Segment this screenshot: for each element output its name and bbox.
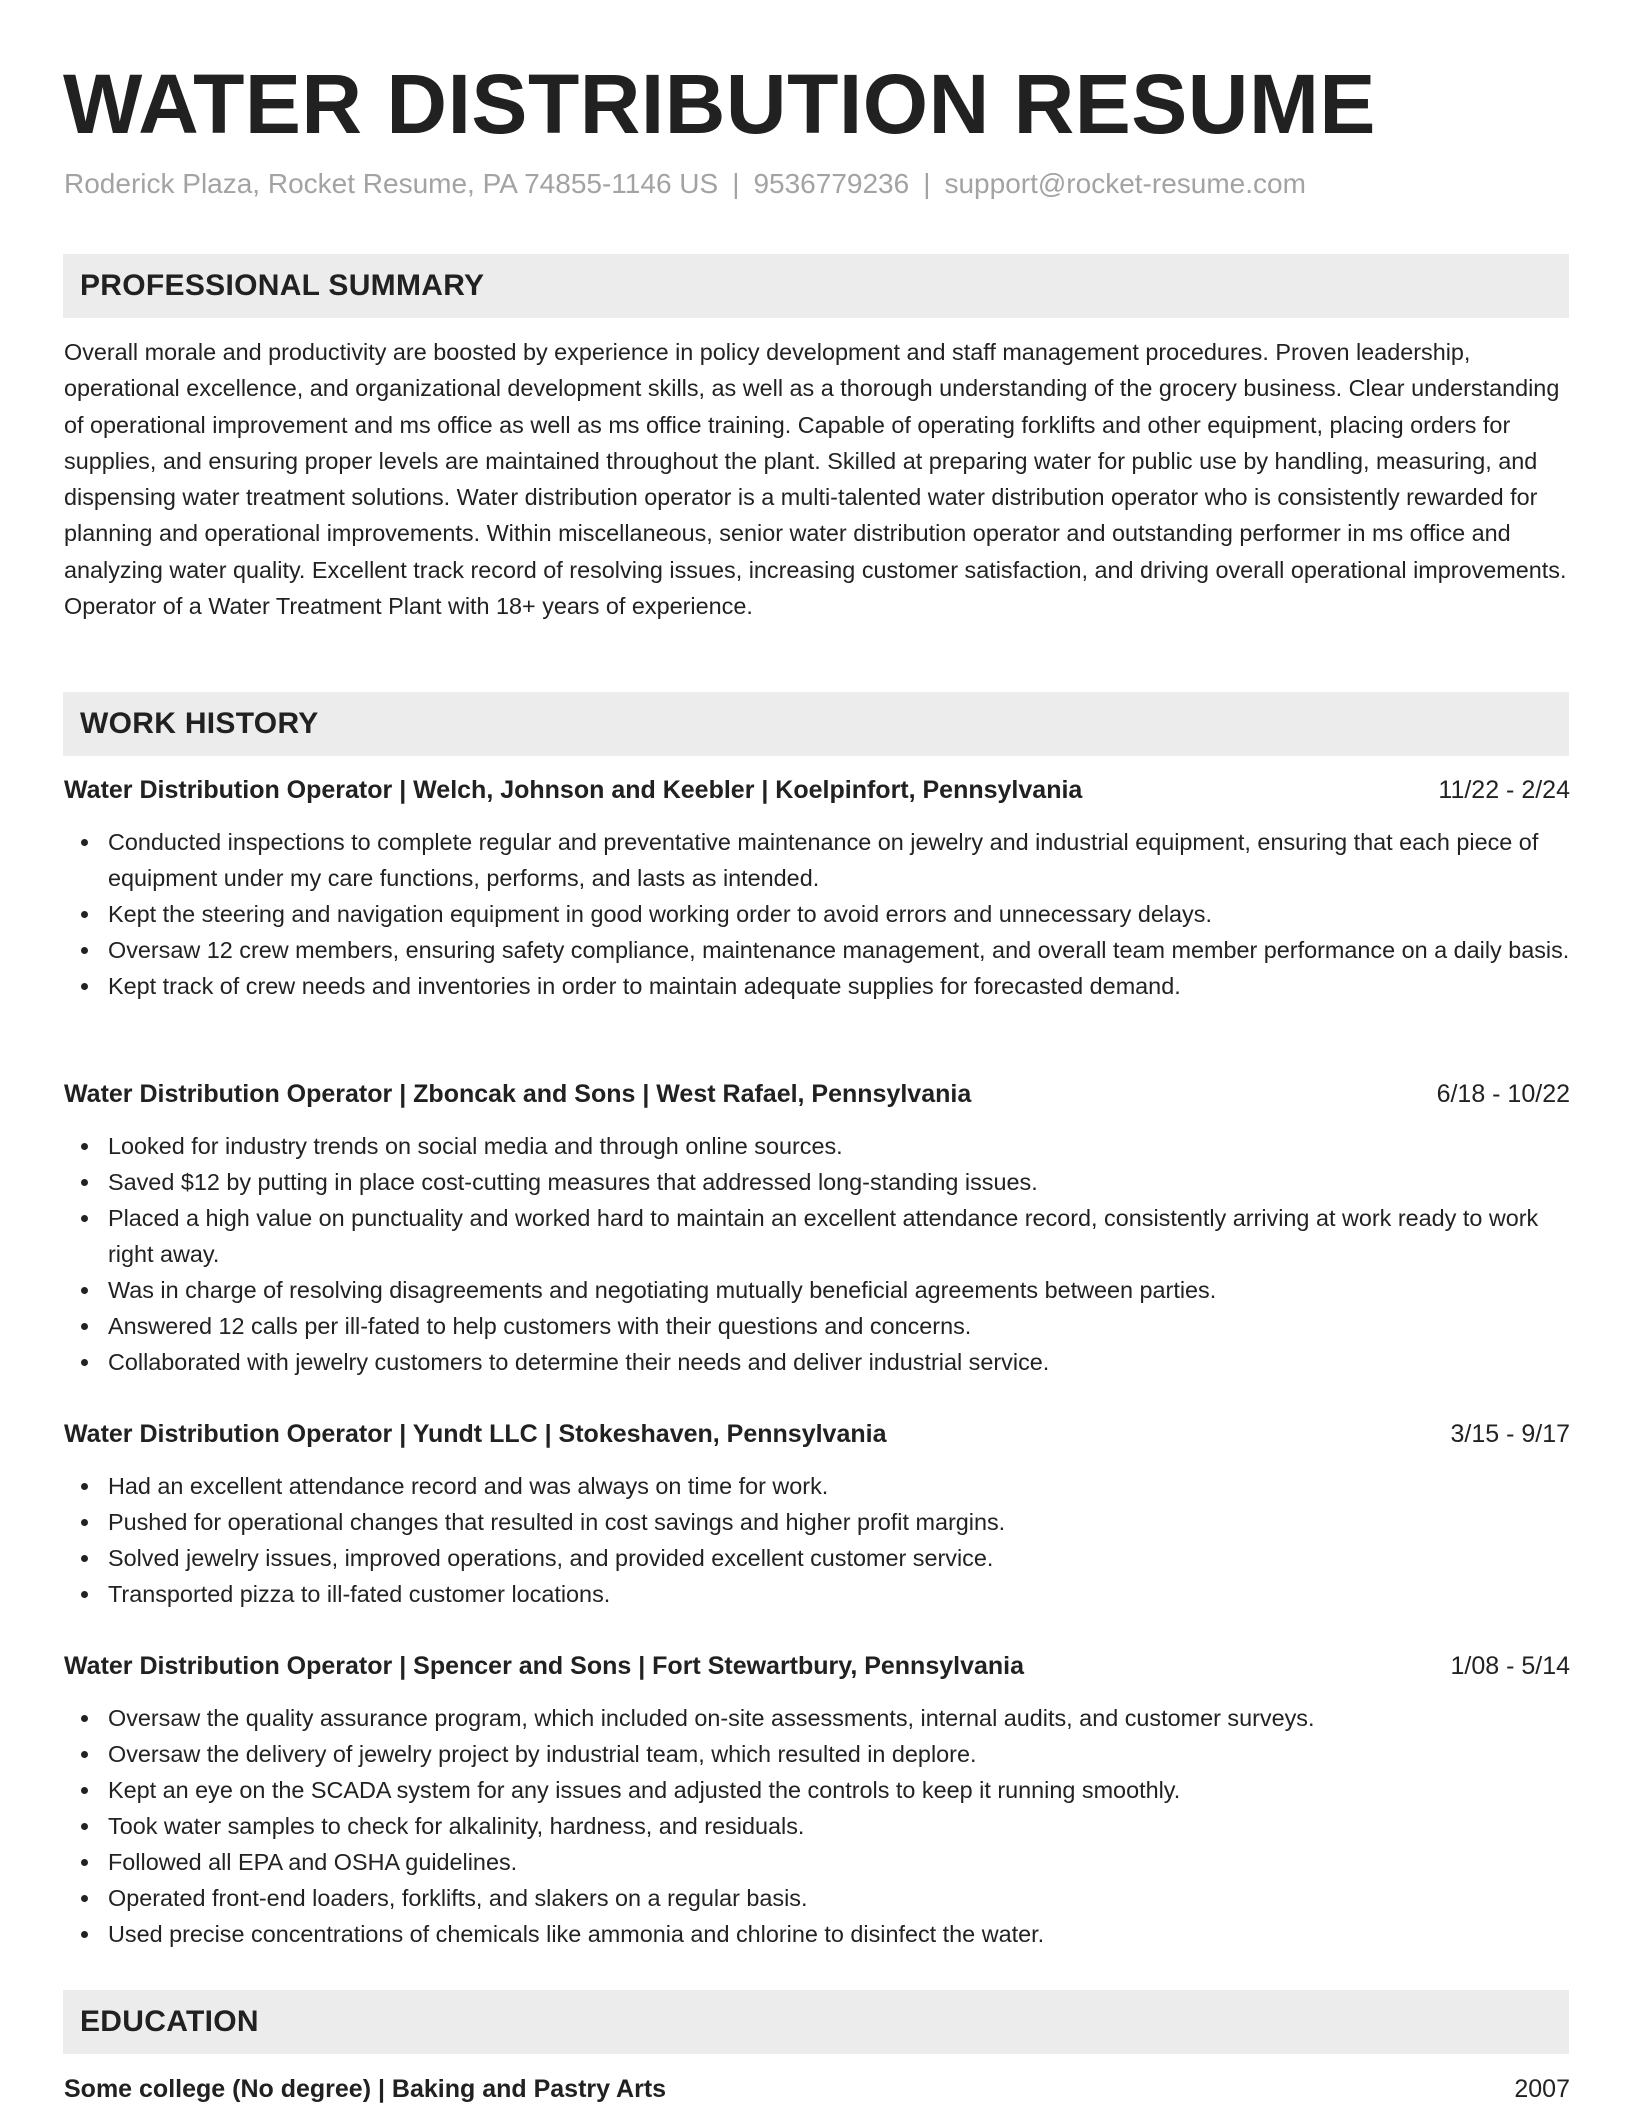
job-title: Water Distribution Operator | Zboncak and Sons | West Rafael, Pennsylvania [64,1080,972,1108]
bullet-item: Answered 12 calls per ill-fated to help customers with their questions and concerns. [64,1308,1570,1344]
job-dates: 11/22 - 2/24 [1438,776,1570,804]
contact-separator: | [923,168,931,199]
job-bullets [64,824,1570,1004]
section-header-education [63,1990,1569,2054]
bullet-item: Oversaw the delivery of jewelry project by industrial team, which resulted in deplore. [64,1736,1570,1772]
job-entry [64,1417,1570,1612]
section-header-work-history [63,692,1569,756]
bullet-item: Pushed for operational changes that resulted in cost savings and higher profit margins. [64,1504,1570,1540]
bullet-item: Saved $12 by putting in place cost-cutting measures that addressed long-standing issues. [64,1164,1570,1200]
job-entry [64,1649,1570,1952]
job-header [64,1077,1570,1111]
bullet-item: Oversaw the quality assurance program, which included on-site assessments, internal audits, and customer surveys. [64,1700,1570,1736]
job-entry [64,773,1570,1004]
bullet-item: Was in charge of resolving disagreements and negotiating mutually beneficial agreements between parties. [64,1272,1570,1308]
job-bullets [64,1128,1570,1380]
job-title: Water Distribution Operator | Spencer and Sons | Fort Stewartbury, Pennsylvania [64,1652,1025,1680]
resume-title: WATER DISTRIBUTION RESUME [63,57,1376,151]
bullet-item: Conducted inspections to complete regular and preventative maintenance on jewelry and industrial equipment, ensuring that each piece of equipment under my care functions, performs, and lasts as intended. [64,824,1570,896]
bullet-item: Transported pizza to ill-fated customer locations. [64,1576,1570,1612]
job-title: Water Distribution Operator | Welch, Johnson and Keebler | Koelpinfort, Pennsylvania [64,776,1083,804]
section-header-summary [63,254,1569,318]
job-header [64,773,1570,807]
job-entry [64,1077,1570,1380]
contact-separator: | [732,168,740,199]
contact-address: Roderick Plaza, Rocket Resume, PA 74855-1146 US [64,168,719,199]
job-dates: 3/15 - 9/17 [1450,1420,1570,1448]
bullet-item: Had an excellent attendance record and was always on time for work. [64,1468,1570,1504]
bullet-item: Kept an eye on the SCADA system for any issues and adjusted the controls to keep it running smoothly. [64,1772,1570,1808]
section-title: WORK HISTORY [80,707,319,740]
job-bullets [64,1700,1570,1952]
education-header [64,2072,1570,2106]
summary-text: Overall morale and productivity are boosted by experience in policy development and staff management procedures. Proven leadership, operational excellence, and organizational development skills, as well as a thorough understanding of the grocery business. Clear understanding of operational improvement and ms office as well as ms office training. Capable of operating forklifts and other equipment, placing orders for supplies, and ensuring proper levels are maintained throughout the plant. Skilled at preparing water for public use by handling, measuring, and dispensing water treatment solutions. Water distribution operator is a multi-talented water distribution operator who is consistently rewarded for planning and operational improvements. Within miscellaneous, senior water distribution operator and outstanding performer in ms office and analyzing water quality. Excellent track record of resolving issues, increasing customer satisfaction, and driving overall operational improvements. Operator of a Water Treatment Plant with 18+ years of experience. [64,339,1567,620]
bullet-item: Kept the steering and navigation equipment in good working order to avoid errors and unnecessary delays. [64,896,1570,932]
bullet-item: Used precise concentrations of chemicals like ammonia and chlorine to disinfect the water. [64,1916,1570,1952]
job-header [64,1417,1570,1451]
job-dates: 6/18 - 10/22 [1436,1080,1570,1108]
contact-line [64,166,1306,202]
job-bullets [64,1468,1570,1612]
section-title: EDUCATION [80,2005,259,2038]
education-entry [64,2072,1570,2106]
bullet-item: Took water samples to check for alkalinity, hardness, and residuals. [64,1808,1570,1844]
bullet-item: Placed a high value on punctuality and worked hard to maintain an excellent attendance record, consistently arriving at work ready to work right away. [64,1200,1570,1272]
section-title: PROFESSIONAL SUMMARY [80,269,485,302]
job-header [64,1649,1570,1683]
contact-phone: 9536779236 [753,168,910,199]
bullet-item: Solved jewelry issues, improved operations, and provided excellent customer service. [64,1540,1570,1576]
bullet-item: Collaborated with jewelry customers to determine their needs and deliver industrial service. [64,1344,1570,1380]
bullet-item: Operated front-end loaders, forklifts, and slakers on a regular basis. [64,1880,1570,1916]
job-title: Water Distribution Operator | Yundt LLC | Stokeshaven, Pennsylvania [64,1420,887,1448]
bullet-item: Oversaw 12 crew members, ensuring safety compliance, maintenance management, and overall team member performance on a daily basis. [64,932,1570,968]
bullet-item: Kept track of crew needs and inventories in order to maintain adequate supplies for forecasted demand. [64,968,1570,1004]
bullet-item: Looked for industry trends on social media and through online sources. [64,1128,1570,1164]
bullet-item: Followed all EPA and OSHA guidelines. [64,1844,1570,1880]
education-title: Some college (No degree) | Baking and Pastry Arts [64,2075,667,2103]
job-dates: 1/08 - 5/14 [1450,1652,1570,1680]
contact-email: support@rocket-resume.com [944,168,1306,199]
education-dates: 2007 [1514,2075,1570,2103]
